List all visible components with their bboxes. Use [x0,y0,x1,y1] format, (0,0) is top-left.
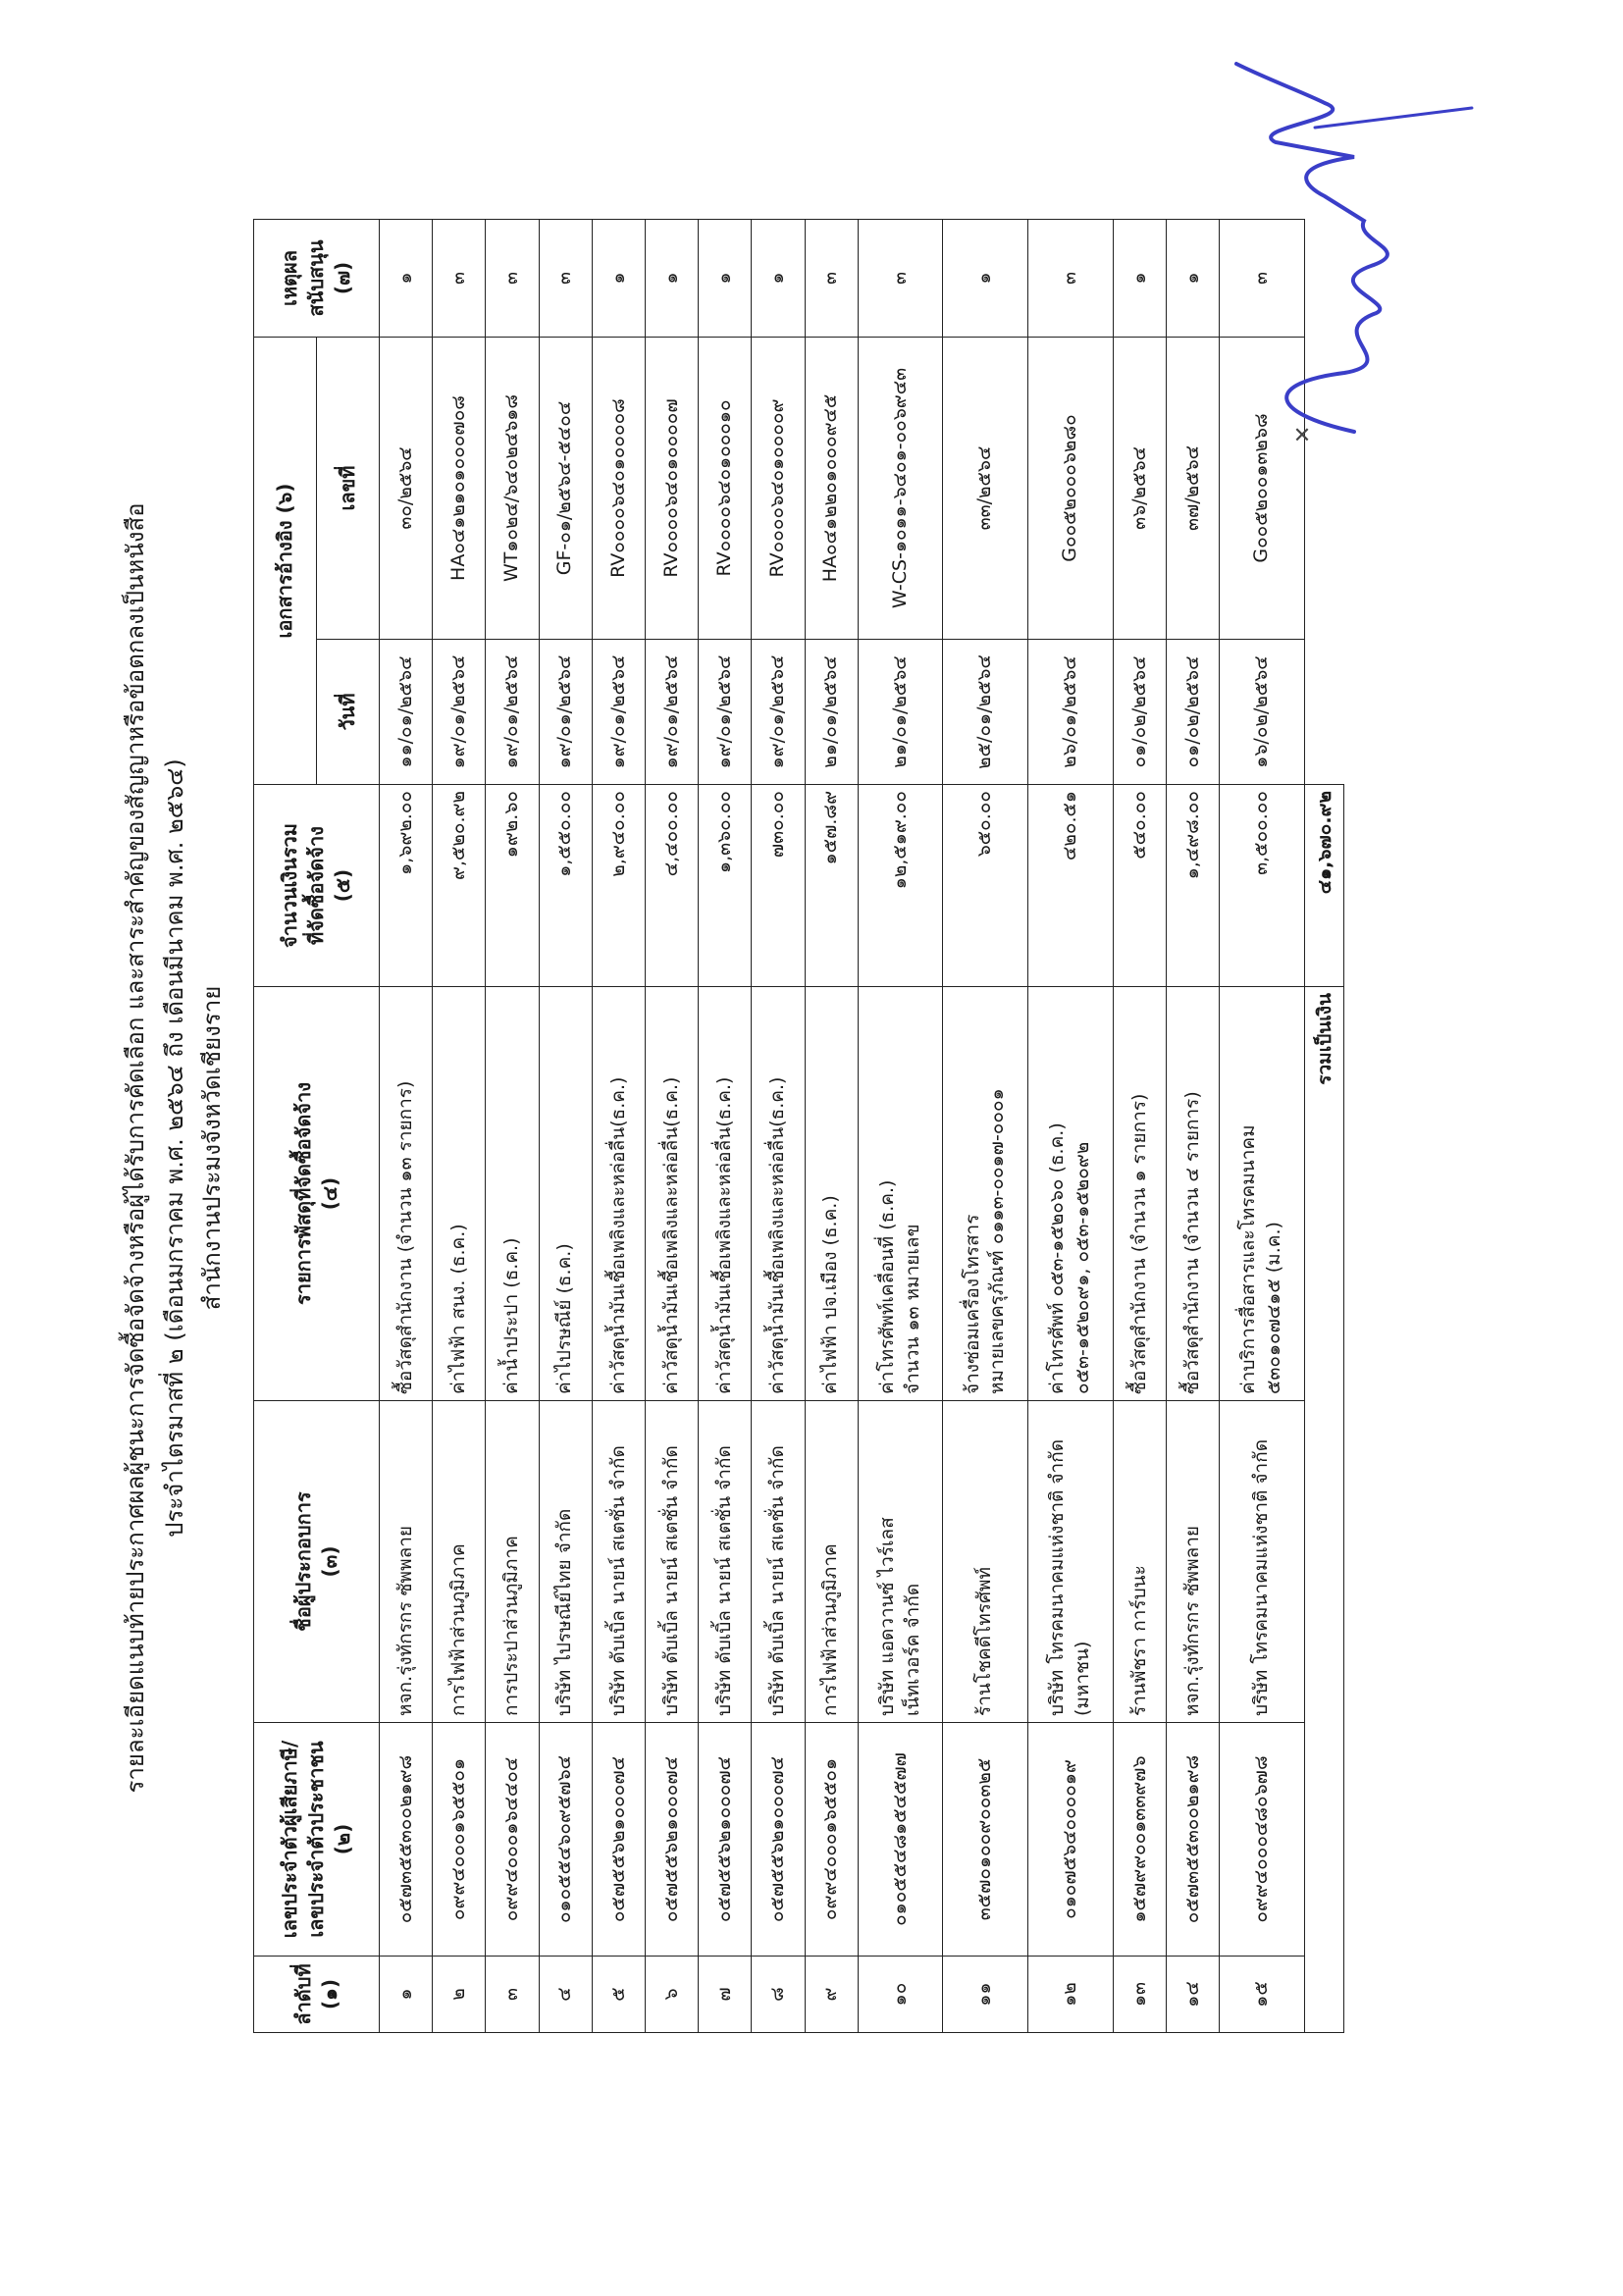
row-refno [858,338,943,640]
row-date-text: ๒๑/๐๑/๒๕๖๔ [888,655,911,768]
row-date-text: ๑๙/๐๑/๒๕๖๔ [553,654,576,769]
row-date [943,640,1028,785]
row-item-text: ค่าไปรษณีย์ (ธ.ค.) [553,1243,576,1394]
row-taxid-text: ๓๕๗๐๑๐๐๙๐๐๓๒๕ [973,1757,996,1921]
row-refno-text: RV๐๐๐๐๖๔๐๑๐๐๐๐๙ [766,398,789,578]
row-no-text: ๙ [819,1987,842,2002]
row-taxid-text: ๐๑๐๗๕๖๔๐๐๐๐๑๙ [1059,1759,1081,1919]
row-item [539,987,592,1401]
row-vendor [805,1401,858,1723]
row-vendor-text: ร้านโชคดีโทรศัพท์ [973,1566,996,1716]
row-reason [1028,220,1114,338]
row-item [1113,987,1166,1401]
row-item-text: ๐๕๓-๑๕๒๐๙๑, ๐๕๓-๑๕๒๐๙๒ [1071,1141,1093,1394]
row-reason-text: ๑ [973,272,996,285]
row-refno [1113,338,1166,640]
row-reason [433,220,486,338]
row-no [486,1957,539,2033]
row-refno [486,338,539,640]
row-amount [858,785,943,987]
row-item-text: ค่าโทรศัพท์ ๐๕๓-๑๕๒๐๖๐ (ธ.ค.) [1046,1122,1069,1394]
row-refno [805,338,858,640]
handwritten-signature [1207,39,1501,451]
row-amount [805,785,858,987]
row-refno-text: HA๐๔๑๒๑๐๑๐๐๐๗๐๘ [446,395,469,581]
row-date-text: ๑๙/๐๑/๒๕๖๔ [606,654,629,769]
row-vendor-text: เน็ทเวอร์ค จำกัด [901,1583,923,1716]
table-row [486,220,539,2033]
row-amount-text: ๑๙๒.๖๐ [500,791,523,859]
row-amount-text: ๕๔๐.๐๐ [1127,791,1150,860]
row-refno [433,338,486,640]
row-date [433,640,486,785]
row-reason-text: ๑ [659,272,682,285]
row-date-text: ๒๕/๐๑/๒๕๖๔ [973,654,996,769]
row-reason-text: ๓ [446,272,469,285]
row-no [1220,1957,1305,2033]
row-vendor [380,1401,433,1723]
row-reason-text: ๑ [1127,272,1150,285]
row-vendor-text: ร้านพัชรา การ์บนะ [1127,1565,1150,1716]
row-reason [645,220,698,338]
row-date-text: ๑๖/๐๒/๒๕๖๔ [1250,655,1273,768]
row-item-text: ค่าบริการสื่อสารและโทรคมนาคม [1237,1124,1260,1394]
row-amount-text: ๖๕๐.๐๐ [973,791,996,858]
row-item-text: ซื้อวัสดุสำนักงาน (จำนวน ๑๓ รายการ) [393,1080,416,1394]
row-amount-text: ๑,๖๙๒.๐๐ [393,791,416,875]
row-reason-text: ๓ [500,272,523,285]
row-no-text: ๓ [500,1988,523,2001]
row-refno-text: GF-๐๑/๒๕๖๔-๕๔๐๔ [553,400,576,576]
row-vendor [943,1401,1028,1723]
document-agency: สำนักงานประมงจังหวัดเชียงราย [198,985,226,1311]
row-taxid [645,1723,698,1957]
row-amount-text: ๔๒๐.๕๑ [1059,791,1081,861]
row-amount-text: ๑,๓๖๐.๐๐ [712,791,735,873]
row-reason [943,220,1028,338]
table-row [1028,220,1114,2033]
row-taxid-text: ๐๙๙๔๐๐๐๑๖๕๕๐๑ [819,1757,842,1921]
row-no [433,1957,486,2033]
row-amount [1166,785,1219,987]
row-date-text: ๑๙/๐๑/๒๕๖๔ [766,654,789,769]
row-reason [699,220,752,338]
row-vendor-text: (มหาชน) [1071,1641,1093,1716]
row-date-text: ๒๖/๐๑/๒๕๖๔ [1059,655,1081,768]
row-vendor-text: บริษัท โทรคมนาคมแห่งชาติ จำกัด [1250,1438,1273,1716]
row-amount-text: ๙,๕๒๐.๙๒ [446,791,469,880]
row-no-text: ๑ [393,1988,416,2001]
row-taxid [486,1723,539,1957]
row-item-text: ซื้อวัสดุสำนักงาน (จำนวน ๑ รายการ) [1127,1093,1150,1394]
row-taxid-text: ๐๙๙๔๐๐๐๑๖๕๕๐๑ [446,1757,469,1921]
col-header-no: ลำดับที่ (๑) [254,1957,380,2033]
row-vendor [858,1401,943,1723]
row-no [805,1957,858,2033]
row-vendor-text: บริษัท ไปรษณีย์ไทย จำกัด [553,1508,576,1716]
row-vendor-text: บริษัท ดับเบิ้ล นายน์ สเตชั่น จำกัด [659,1445,682,1716]
row-vendor [433,1401,486,1723]
table-row [805,220,858,2033]
row-taxid [699,1723,752,1957]
row-item-text: ค่าน้ำประปา (ธ.ค.) [500,1237,523,1394]
col-header-taxid: เลขประจำตัวผู้เสียภาษี/ เลขประจำตัวประชาชน (๒) [254,1723,380,1957]
col-header-ref-no: เลขที่ [317,338,380,640]
row-amount [699,785,752,987]
row-item [486,987,539,1401]
table-row [752,220,805,2033]
row-taxid [943,1723,1028,1957]
total-label: รวมเป็นเงิน [1305,987,1344,2033]
row-no-text: ๖ [659,1988,682,2001]
row-date [858,640,943,785]
row-no-text: ๑๓ [1127,1981,1150,2008]
row-vendor-text: หจก.รุ่งทักรกร ซัพพลาย [393,1525,416,1716]
row-reason [805,220,858,338]
table-row [943,220,1028,2033]
row-date-text: ๑๙/๐๑/๒๕๖๔ [712,654,735,769]
row-refno-text: WT๑๐๒๔/๖๔๐๒๔๖๑๘ [500,393,523,583]
row-no [1028,1957,1114,2033]
row-item [699,987,752,1401]
row-item-text: ค่าโทรศัพท์เคลื่อนที่ (ธ.ค.) [875,1179,898,1394]
row-refno [380,338,433,640]
row-refno [1028,338,1114,640]
row-item [805,987,858,1401]
row-taxid [805,1723,858,1957]
row-refno-text: G๐๐๕๒๐๐๐๖๒๘๐ [1059,414,1081,562]
table-row [1113,220,1166,2033]
row-date-text: ๑๙/๐๑/๒๕๖๔ [500,654,523,769]
row-vendor [1113,1401,1166,1723]
row-amount [592,785,645,987]
row-no [539,1957,592,2033]
row-no-text: ๑๔ [1180,1981,1203,2008]
row-amount-text: ๗๓๐.๐๐ [766,791,789,859]
x-mark-icon: ✕ [1291,425,1316,444]
row-vendor-text: บริษัท แอดวานซ์ ไวร์เลส [875,1517,898,1716]
table-row [699,220,752,2033]
row-reason-text: ๑ [606,272,629,285]
row-taxid-text: ๐๕๗๓๕๕๓๐๐๒๑๙๘ [393,1754,416,1924]
row-item-text: ค่าไฟฟ้า สนง. (ธ.ค.) [446,1224,469,1394]
row-item-text: ค่าวัสดุน้ำมันเชื้อเพลิงและหล่อลื่น(ธ.ค.) [766,1076,789,1394]
row-reason-text: ๑ [766,272,789,285]
row-reason [486,220,539,338]
row-refno [539,338,592,640]
col-header-item: รายการพัสดุที่จัดซื้อจัดจ้าง (๔) [254,987,380,1401]
row-refno [943,338,1028,640]
row-reason [539,220,592,338]
table-row [380,220,433,2033]
row-refno-text: G๐๐๕๒๐๐๑๓๒๖๘ [1250,413,1273,563]
row-taxid-text: ๐๙๙๔๐๐๐๔๘๐๖๗๘ [1250,1755,1273,1923]
row-reason-text: ๓ [1250,272,1273,285]
row-amount-text: ๒,๙๔๐.๐๐ [606,791,629,877]
row-no-text: ๑๑ [973,1982,996,2007]
row-amount-text: ๔,๔๐๐.๐๐ [659,791,682,877]
row-date [1113,640,1166,785]
row-reason-text: ๑ [712,272,735,285]
row-refno-text: ๓๓/๒๕๖๔ [973,445,996,531]
row-reason [592,220,645,338]
row-refno-text: ๓๖/๒๕๖๔ [1127,446,1150,530]
row-taxid [1113,1723,1166,1957]
row-vendor [645,1401,698,1723]
row-date-text: ๒๑/๐๑/๒๕๖๔ [819,655,842,768]
row-date-text: ๑๑/๐๑/๒๕๖๔ [393,655,416,768]
row-refno [645,338,698,640]
row-no [943,1957,1028,2033]
row-taxid-text: ๐๕๗๕๕๖๒๑๐๐๐๗๔ [659,1755,682,1923]
row-no-text: ๔ [553,1987,576,2002]
row-refno-text: RV๐๐๐๐๖๔๐๑๐๐๐๑๐ [712,399,735,577]
row-amount [1220,785,1305,987]
row-no-text: ๕ [606,1987,629,2002]
row-reason-text: ๓ [888,272,911,285]
row-item-text: ค่าวัสดุน้ำมันเชื้อเพลิงและหล่อลื่น(ธ.ค.) [659,1076,682,1394]
col-header-ref-date: วันที่ [317,640,380,785]
row-no-text: ๑๕ [1250,1981,1273,2008]
row-taxid [1220,1723,1305,1957]
row-item [433,987,486,1401]
row-vendor [752,1401,805,1723]
row-item [1166,987,1219,1401]
col-header-reason: เหตุผลสนับสนุน (๗) [254,220,380,338]
row-no [1166,1957,1219,2033]
row-amount [943,785,1028,987]
row-amount [539,785,592,987]
row-vendor [699,1401,752,1723]
row-taxid-text: ๐๙๙๔๐๐๐๑๖๔๔๐๔ [500,1756,523,1922]
row-amount-text: ๑๒,๕๑๙.๐๐ [888,791,911,890]
row-taxid-text: ๐๕๗๓๕๕๓๐๐๒๑๙๘ [1180,1754,1203,1924]
col-header-amount: จำนวนเงินรวม ที่จัดซื้อจัดจ้าง (๕) [254,785,380,987]
row-taxid [539,1723,592,1957]
row-taxid [1028,1723,1114,1957]
document-title: รายละเอียดแนบท้ายประกาศผลผู้ชนะการจัดซื้อจัดจ้างหรือผู้ได้รับการคัดเลือก และสาระสำคัญของสัญญาหรือข้อตกลงเป็นหนังสือ [122,502,149,1794]
row-vendor [592,1401,645,1723]
row-no [752,1957,805,2033]
total-amount: ๔๑,๖๗๐.๙๒ [1305,785,1344,987]
row-refno-text: W-CS-๑๐๑๑-๖๔๐๑-๐๐๖๙๔๓ [888,367,911,609]
row-item [1028,987,1114,1401]
row-item-text: ค่าวัสดุน้ำมันเชื้อเพลิงและหล่อลื่น(ธ.ค.) [712,1076,735,1394]
row-date-text: ๑๙/๐๑/๒๕๖๔ [659,654,682,769]
row-item [645,987,698,1401]
row-item-text: จำนวน ๑๓ หมายเลข [901,1224,923,1394]
row-taxid-text: ๐๑๐๕๕๔๘๑๕๔๕๗๗ [888,1752,911,1926]
row-vendor-text: การไฟฟ้าส่วนภูมิภาค [446,1543,469,1716]
row-vendor [1166,1401,1219,1723]
row-no-text: ๗ [712,1987,735,2002]
row-refno-text: RV๐๐๐๐๖๔๐๑๐๐๐๐๘ [606,398,629,578]
row-vendor [539,1401,592,1723]
row-taxid [380,1723,433,1957]
row-amount [752,785,805,987]
row-reason-text: ๓ [553,272,576,285]
row-item-text: ๕๓๐๑๐๗๔๑๕ (ม.ค.) [1263,1222,1285,1394]
row-item-text: ค่าไฟฟ้า ปจ.เมือง (ธ.ค.) [819,1195,842,1394]
row-vendor-text: หจก.รุ่งทักรกร ซัพพลาย [1180,1525,1203,1716]
row-date-text: ๑๙/๐๑/๒๕๖๔ [446,654,469,769]
row-reason-text: ๓ [1059,272,1081,285]
row-refno-text: ๓๗/๒๕๖๔ [1180,444,1203,532]
row-reason [1113,220,1166,338]
table-row [1166,220,1219,2033]
row-refno [699,338,752,640]
row-refno [592,338,645,640]
row-no [858,1957,943,2033]
table-row [539,220,592,2033]
procurement-table [253,219,1344,2033]
row-taxid [433,1723,486,1957]
row-taxid [1166,1723,1219,1957]
row-vendor-text: การประปาส่วนภูมิภาค [500,1536,523,1716]
row-taxid-text: ๐๕๗๕๕๖๒๑๐๐๐๗๔ [766,1755,789,1923]
table-row [1220,220,1305,2033]
row-item [943,987,1028,1401]
row-taxid-text: ๑๕๗๙๙๐๐๑๓๓๙๗๖ [1127,1755,1150,1923]
row-item-text: ซื้อวัสดุสำนักงาน (จำนวน ๔ รายการ) [1180,1091,1203,1394]
row-no [380,1957,433,2033]
table-row [592,220,645,2033]
col-header-ref: เอกสารอ้างอิง (๖) [254,338,317,785]
row-amount [645,785,698,987]
row-taxid [858,1723,943,1957]
row-item [592,987,645,1401]
row-reason [380,220,433,338]
row-item [858,987,943,1401]
row-taxid-text: ๐๕๗๕๕๖๒๑๐๐๐๗๔ [606,1755,629,1923]
row-no-text: ๒ [446,1988,469,2001]
row-reason-text: ๑ [1180,272,1203,285]
row-item-text: จ้างซ่อมเครื่องโทรสาร [961,1214,983,1394]
row-vendor [1028,1401,1114,1723]
row-date [645,640,698,785]
row-vendor-text: บริษัท ดับเบิ้ล นายน์ สเตชั่น จำกัด [766,1445,789,1716]
row-amount [433,785,486,987]
row-vendor [486,1401,539,1723]
row-date [486,640,539,785]
row-taxid [752,1723,805,1957]
row-refno-text: HA๐๔๑๒๒๐๑๐๐๐๙๔๕ [819,393,842,583]
row-vendor-text: บริษัท ดับเบิ้ล นายน์ สเตชั่น จำกัด [606,1445,629,1716]
row-vendor [1220,1401,1305,1723]
row-item-text: หมายเลขครุภัณฑ์ ๐๑๑๓-๐๐๑๗-๐๐๐๑ [986,1088,1009,1394]
row-no [1113,1957,1166,2033]
row-date-text: ๐๑/๐๒/๒๕๖๔ [1127,655,1150,768]
row-no [699,1957,752,2033]
row-date-text: ๐๑/๐๒/๒๕๖๔ [1180,655,1203,768]
row-taxid-text: ๐๕๗๕๕๖๒๑๐๐๐๗๔ [712,1755,735,1923]
row-amount-text: ๓,๕๐๐.๐๐ [1250,791,1273,875]
row-item [380,987,433,1401]
row-amount [486,785,539,987]
row-amount-text: ๑,๕๕๐.๐๐ [553,791,576,877]
row-date [1166,640,1219,785]
row-date [539,640,592,785]
table-row [433,220,486,2033]
row-date [752,640,805,785]
row-reason [752,220,805,338]
row-reason [858,220,943,338]
row-taxid [592,1723,645,1957]
row-no [592,1957,645,2033]
row-amount [1028,785,1114,987]
row-no [645,1957,698,2033]
row-reason-text: ๓ [819,272,842,285]
row-no-text: ๘ [766,1987,789,2002]
row-no-text: ๑๐ [888,1982,911,2007]
row-date [1220,640,1305,785]
row-vendor-text: การไฟฟ้าส่วนภูมิภาค [819,1543,842,1716]
row-amount-text: ๑,๔๙๘.๐๐ [1180,791,1203,880]
row-taxid-text: ๐๑๐๕๕๔๖๐๙๕๗๖๔ [553,1754,576,1924]
col-header-vendor: ชื่อผู้ประกอบการ (๓) [254,1401,380,1723]
table-row [858,220,943,2033]
row-refno [752,338,805,640]
row-date [805,640,858,785]
row-no-text: ๑๒ [1059,1982,1081,2007]
row-amount-text: ๑๕๗.๘๙ [819,791,842,865]
row-date [380,640,433,785]
row-date [592,640,645,785]
row-vendor-text: บริษัท ดับเบิ้ล นายน์ สเตชั่น จำกัด [712,1445,735,1716]
row-refno-text: RV๐๐๐๐๖๔๐๑๐๐๐๐๗ [659,398,682,578]
row-date [699,640,752,785]
row-vendor-text: บริษัท โทรคมนาคมแห่งชาติ จำกัด [1046,1438,1069,1716]
row-date [1028,640,1114,785]
row-amount [380,785,433,987]
table-row [645,220,698,2033]
row-item [1220,987,1305,1401]
row-amount [1113,785,1166,987]
row-refno-text: ๓๐/๒๕๖๔ [393,446,416,530]
row-reason-text: ๑ [393,272,416,285]
row-item-text: ค่าวัสดุน้ำมันเชื้อเพลิงและหล่อลื่น(ธ.ค.) [606,1076,629,1394]
document-period: ประจำไตรมาสที่ ๒ (เดือนมกราคม พ.ศ. ๒๕๖๔ ถึง เดือนมีนาคม พ.ศ. ๒๕๖๔) [161,758,188,1538]
row-item [752,987,805,1401]
